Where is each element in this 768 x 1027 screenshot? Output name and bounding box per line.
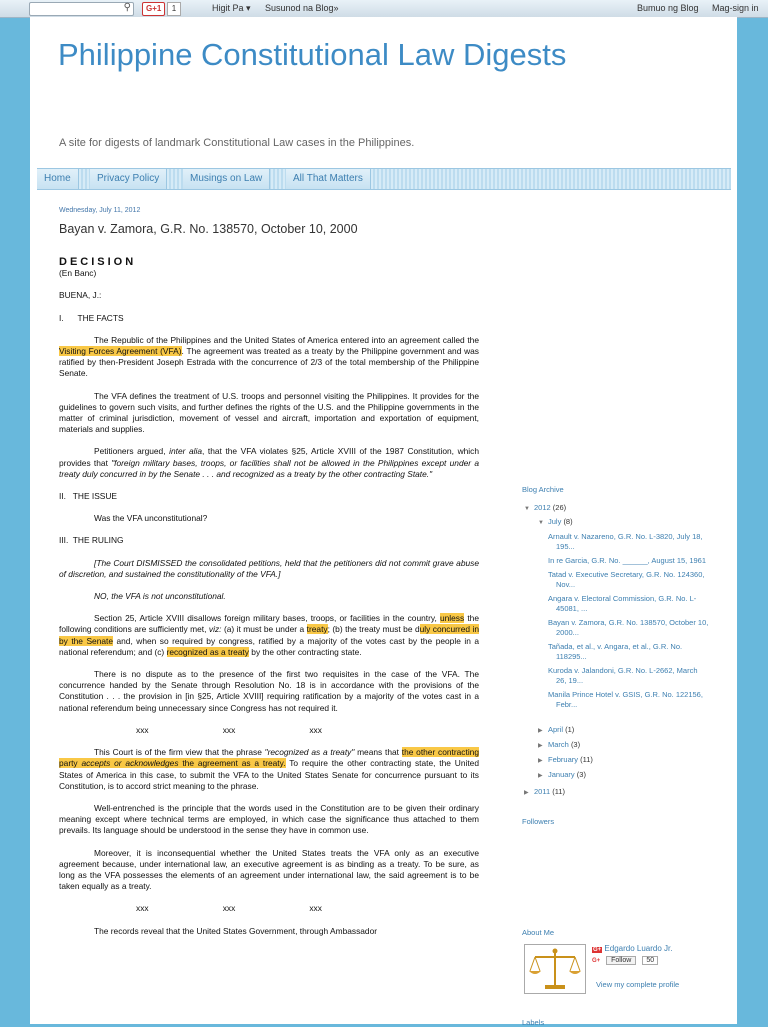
expand-icon[interactable]: ▶ (538, 773, 543, 779)
records-paragraph: The records reveal that the United States Government, through Ambassador (94, 925, 378, 936)
archive-post-link[interactable]: Manila Prince Hotel v. GSIS, G.R. No. 122156, Febr... (548, 690, 703, 709)
archive-month-february[interactable]: ▶ February (11) (538, 755, 593, 764)
ruling-summary: [The Court DISMISSED the consolidated petitions, held that the petitioners did not commit grave abuse of discretion, and sustained the constitutionality of the VFA.] (59, 557, 479, 579)
blog-title[interactable]: Philippine Constitutional Law Digests (58, 37, 567, 72)
archive-post-link[interactable]: Tatad v. Executive Secretary, G.R. No. 124360, Nov... (548, 570, 705, 589)
section-25-paragraph: Section 25, Article XVIII disallows foreign military bases, troops, or facilities in the country, unless the following conditions are sufficiently met, viz: (a) it must be under a treaty; (b) the treaty must be duly concurred in by the Senate and, when so required by congress, ratified by a majority of the votes cast by the people in a national referendum; and (c) recognized as a treaty by the other contracting state. (59, 613, 479, 657)
facts-heading: I. THE FACTS (59, 312, 124, 323)
archive-month-march[interactable]: ▶ March (3) (538, 740, 581, 749)
expand-icon[interactable]: ▶ (538, 728, 543, 734)
collapse-icon[interactable]: ▼ (538, 520, 544, 526)
search-icon[interactable]: ⚲ (123, 2, 131, 13)
sign-in-link[interactable]: Mag-sign in (712, 3, 759, 13)
tab-all-that-matters[interactable]: All That Matters (286, 169, 371, 189)
google-plus-icon: G+ (593, 947, 602, 953)
search-input[interactable] (29, 2, 134, 16)
issue-heading: II. THE ISSUE (59, 491, 118, 502)
archive-year-2011[interactable]: ▶ 2011 (11) (524, 787, 566, 796)
post-date: Wednesday, July 11, 2012 (59, 207, 141, 214)
facts-paragraph-2: The VFA defines the treatment of U.S. troops and personnel visiting the Philippines. It provides for the guidelines to govern such visits, and further defines the rights of the U.S. and the Philippine governments in the matter of criminal jurisdiction, movement of vessel and aircraft, importation and exportation of equipment, materials and supplies. (59, 390, 479, 435)
labels-heading: Labels (522, 1018, 545, 1027)
page-tabs (37, 168, 731, 190)
author-name-row[interactable] (592, 944, 672, 953)
blog-archive-heading: Blog Archive (522, 485, 564, 494)
facts-paragraph-1: The Republic of the Philippines and the United States of America entered into an agreement called the Visiting Forces Agreement (VFA). The agreement was treated as a treaty by the Philippine government and was ratified by then-President Joseph Estrada with the concurrence of 2/3 of the total membership of the Philippine Senate. (59, 334, 479, 379)
create-blog-link[interactable]: Bumuo ng Blog (637, 3, 699, 13)
expand-icon[interactable]: ▶ (538, 743, 543, 749)
archive-post-link[interactable]: Tañada, et al., v. Angara, et al., G.R. No. 118295... (548, 642, 683, 661)
plus-one-count: 1 (167, 2, 181, 16)
tab-musings-on-law[interactable]: Musings on Law (183, 169, 270, 189)
scales-of-justice-icon (525, 945, 585, 993)
blog-description: A site for digests of landmark Constitutional Law cases in the Philippines. (59, 137, 415, 149)
facts-paragraph-3: Petitioners argued, inter alia, that the VFA violates §25, Article XVIII of the 1987 Constitution, which provides that "foreign military bases, troops, or facilities shall not be allowed in the Philippines except under a treaty duly concurred in by the Senate . . . and recognized as a treaty by the other contracting State." (59, 446, 479, 479)
july-post-list (548, 532, 710, 714)
about-me-heading: About Me (522, 928, 555, 937)
decision-heading: DECISION (59, 256, 137, 268)
expand-icon[interactable]: ▶ (538, 758, 543, 764)
google-plus-one-button[interactable]: G+1 (142, 2, 165, 16)
ruling-heading: III. THE RULING (59, 535, 124, 546)
well-entrenched-paragraph: Well-entrenched is the principle that the words used in the Constitution are to be given their ordinary meaning except where technical terms are employed, in which case the significance thus attached to them prevails. Its language should be understood in the sense they have in common use. (59, 802, 479, 836)
next-blog-link[interactable]: Susunod na Blog» (265, 3, 339, 13)
followers-heading: Followers (522, 817, 555, 826)
archive-month-april[interactable]: ▶ April (1) (538, 725, 575, 734)
more-menu-button[interactable]: Higit Pa ▾ (212, 3, 251, 13)
author-name[interactable]: Edgardo Luardo Jr. (604, 944, 673, 953)
blog-page (30, 17, 737, 1027)
collapse-icon[interactable]: ▼ (524, 506, 530, 512)
archive-post-link[interactable]: In re Garcia, G.R. No. ______, August 15, 1961 (548, 556, 707, 565)
follow-row (592, 956, 658, 965)
tab-home[interactable]: Home (37, 169, 79, 189)
post-body (59, 257, 479, 937)
blogger-navbar (0, 0, 768, 18)
follow-button[interactable]: Follow (606, 956, 636, 965)
post-title[interactable]: Bayan v. Zamora, G.R. No. 138570, October 10, 2000 (59, 222, 358, 236)
archive-post-link[interactable]: Kuroda v. Jalandoni, G.R. No. L-2662, March 26, 19... (548, 666, 698, 685)
follower-count: 50 (642, 956, 658, 965)
issue-question: Was the VFA unconstitutional? (94, 513, 208, 524)
archive-month-july[interactable]: ▼ July (8) (538, 517, 573, 526)
google-plus-icon: G+ (592, 958, 601, 964)
expand-icon[interactable]: ▶ (524, 790, 529, 796)
moreover-paragraph: Moreover, it is inconsequential whether the United States treats the VFA only as an executive agreement because, under international law, an executive agreement is as binding as a treaty. To be sure, as long as the VFA possesses the elements of an agreement under international law, the said agreement is to be taken equally as a treaty. (59, 847, 479, 892)
ruling-answer: NO, the VFA is not unconstitutional. (94, 591, 226, 602)
firm-view-paragraph: This Court is of the firm view that the phrase "recognized as a treaty" means that the other contracting party accepts or acknowledges the agreement as a treaty. To require the other contracting state, the United States of America in this case, to submit the VFA to the United States Senate for concurrence pursuant to its Constitution, is to accord strict meaning to the phrase. (59, 747, 479, 791)
omission-marks: xxx xxx xxx (136, 724, 322, 735)
archive-post-link[interactable]: Bayan v. Zamora, G.R. No. 138570, October 10, 2000... (548, 618, 709, 637)
en-banc-label: (En Banc) (59, 268, 97, 279)
archive-post-link[interactable]: Arnault v. Nazareno, G.R. No. L-3820, July 18, 195... (548, 532, 703, 551)
profile-image[interactable] (524, 944, 586, 994)
profile-widget (524, 944, 714, 1004)
tab-privacy-policy[interactable]: Privacy Policy (90, 169, 167, 189)
dispute-paragraph: There is no dispute as to the presence of the first two requisites in the case of the VFA. The concurrence handed by the Senate through Resolution No. 18 is in accordance with the provisions of the Constitution . . . the provision in [in §25, Article XVIII] requiring ratification by a majority of the votes cast in a national referendum being unnecessary since Congress has not required it. (59, 669, 479, 713)
archive-post-link[interactable]: Angara v. Electoral Commission, G.R. No. L-45081, ... (548, 594, 697, 613)
omission-marks: xxx xxx xxx (136, 903, 322, 914)
archive-month-january[interactable]: ▶ January (3) (538, 770, 586, 779)
view-profile-link[interactable]: View my complete profile (596, 980, 680, 989)
ponente: BUENA, J.: (59, 290, 102, 301)
archive-year-2012[interactable]: ▼ 2012 (26) (524, 503, 567, 512)
